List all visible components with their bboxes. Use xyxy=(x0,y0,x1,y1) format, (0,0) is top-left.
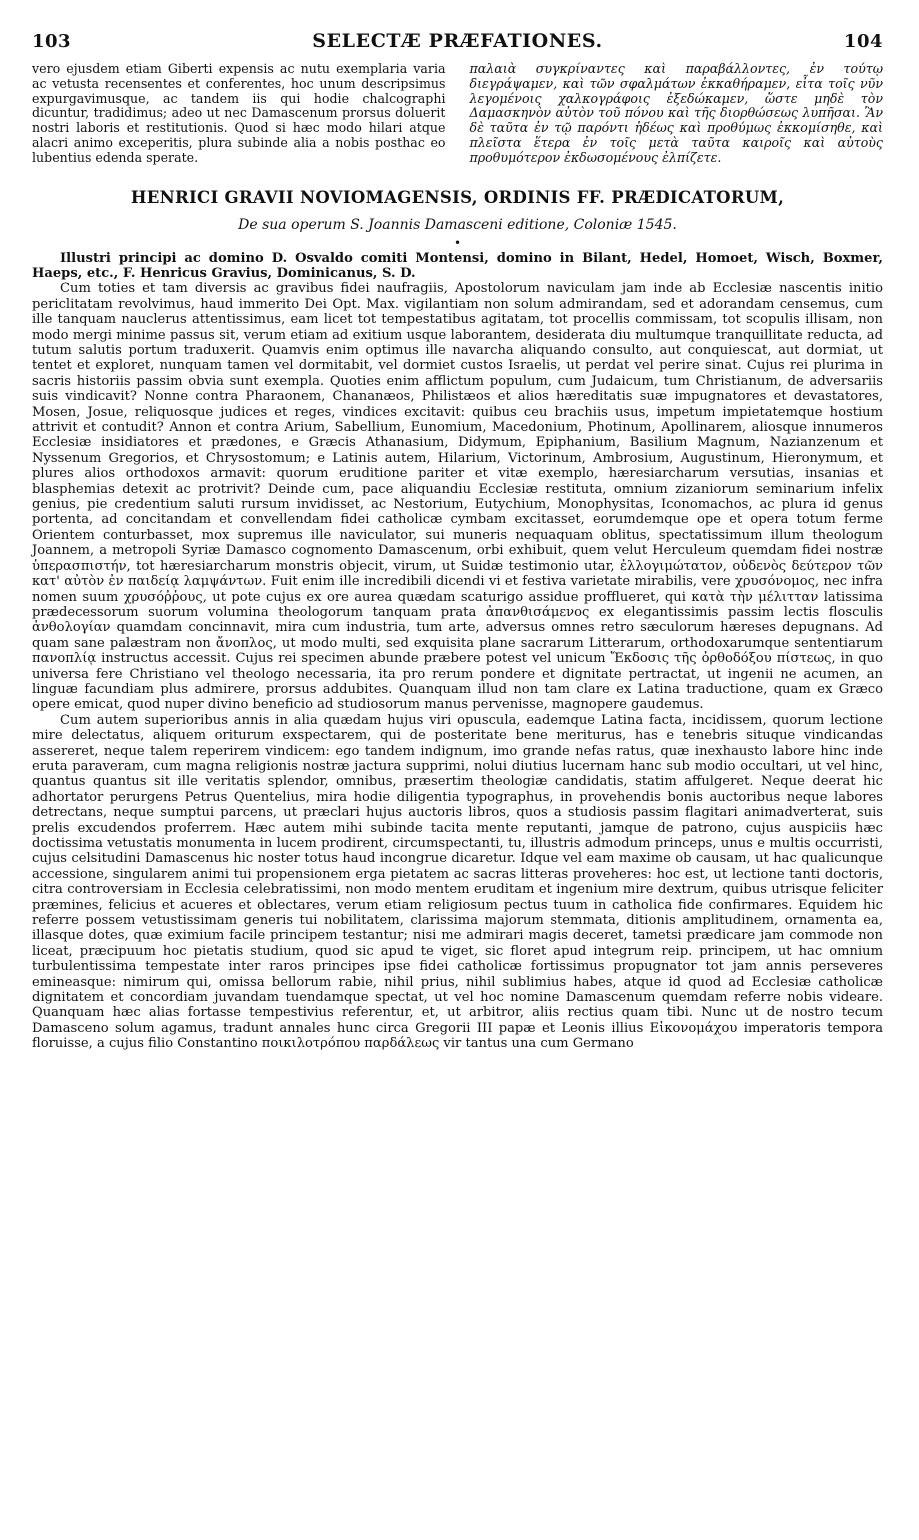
letter-paragraph-1: Cum toties et tam diversis ac gravibus fidei naufragiis, Apostolorum naviculam jam inde ab Ecclesiæ nascentis initio periclitatam revolvimus, haud immerito Dei Opt. Max. vigilantiam non solum admirandam, sed et adorandam censemus, cum ille tanquam nauclerus attentissimus, eam licet tot tempestatibus agitatam, tot procellis commissam, tot scopulis illisam, non modo mergi minime passus sit, verum etiam ad exitium usque laborantem, desiderata diu multumque tranquillitate reducta, ad tutum salutis portum traduxerit. Quamvis enim optimus ille navarcha aliquando consulto, aut conquiescat, aut dormiat, ut tentet et exploret, nunquam tamen vel dormitabit, vel dormiet custos Israelis, ut perdat vel perire sinat. Cujus rei plurima in sacris historiis passim obvia sunt exempla. Quoties enim afflictum populum, cum Judaicum, tum Christianum, de adversariis suis vindicavit? Nonne contra Pharaonem, Chananæos, Philistæos et alios hæreditatis suæ impugnatores et devastatores, Mosen, Josue, reliquosque judices et reges, vindices excitavit: quibus ceu brachiis usus, impetum impietatemque hostium attrivit et contudit? Annon et contra Arium, Sabellium, Eunomium, Macedonium, Photinum, Apollinarem, aliosque innumeros Ecclesiæ insidiatores et prædones, e Græcis Athanasium, Didymum, Epiphanium, Basilium Magnum, Nazianzenum et Nyssenum Gregorios, et Chrysostomum; e Latinis autem, Hilarium, Victorinum, Ambrosium, Augustinum, Hieronymum, et plures alios orthodoxos armavit: quorum eruditione pariter et vitæ exemplo, hæresiarcharum versutias, insanias et blasphemias detexit ac protrivit? Deinde cum, pace aliquandiu Ecclesiæ restituta, omnium zizaniorum seminarium infelix genius, pie credentium saluti rursum invidisset, ac Nestorium, Eutychium, Monophysitas, Iconomachos, ac plura id genus portenta, ad concitandam et convellendam fidei catholicæ cymbam excitasset, eorumdemque ope et opera totum ferme Orientem conturbasset, mox supremus ille naviculator, sui muneris nequaquam oblitus, spectatissimum illum theologum Joannem, a metropoli Syriæ Damasco cognomento Damascenum, orbi exhibuit, quem velut Herculeum quemdam fidei nostræ ὑπερασπιστήν, tot hæresiarcharum monstris objecit, virum, ut Suidæ testimonio utar, ἐλλογιμώτατον, οὐδενὸς δεύτερον τῶν κατ' αὐτὸν ἐν παιδείᾳ λαμψάντων. Fuit enim ille incredibili dicendi vi et festiva varietate mirabilis, vere χρυσόνομος, nec infra nomen suum χρυσόῤῥους, ut pote cujus ex ore aurea quædam scaturigo assidue profflueret, qui κατὰ τὴν μέλιτταν latissima prædecessorum suorum volumina theologorum tanquam prata ἀπανθισάμενος ex elegantissimis passim lectis flosculis ἀνθολογίαν quamdam concinnavit, mira cum industria, tum arte, adversus omnes retro sæculorum hæreses depugnans. Ad quam sane palæstram non ἄνοπλος, ut modo multi, sed exquisita plane sacrarum Litterarum, orthodoxarumque sententiarum πανοπλίᾳ instructus accessit. Cujus rei specimen abunde præbere potest vel unicum Ἔκδοσις τῆς ὀρθοδόξου πίστεως, in quo universa fere Christiano vel theologo necessaria, ita pro rerum pondere et dignitate pertractat, ut ingenii ne acumen, an linguæ facundiam plus admirere, prorsus addubites. Quanquam illud non tam clare ex Latina traductione, quam ex Græco opere emicat, quod nuper divino beneficio ad studiosorum manus pervenisse, magnopere gaudemus. xyxy=(32,281,883,713)
right-page-number: 104 xyxy=(843,31,883,52)
letter-paragraph-2: Cum autem superioribus annis in alia quædam hujus viri opuscula, eademque Latina facta, incidissem, quorum lectione mire delectatus, aliquem oriturum exspectarem, qui de posteritate bene meriturus, has e tenebris situque vindicandas assereret, neque talem reperirem vindicem: ego tandem indignum, imo grande nefas ratus, quæ inexhausto labore hinc inde eruta paraveram, cum magna religionis nostræ jactura supprimi, nolui diutius lucernam hanc sub modio occultari, ut vel hinc, quantus quantus sit ille veritatis splendor, omnibus, præsertim theologiæ candidatis, statim affulgeret. Neque deerat hic adhortator perurgens Petrus Quentelius, mira hodie diligentia typographus, in provehendis bonis auctoribus neque labores detrectans, neque sumptui parcens, ut præclari hujus auctoris libros, quos a studiosis passim flagitari animadverterat, suis prelis excudendos proferrem. Hæc autem mihi subinde tacita mente reputanti, jamque de patrono, cujus auspiciis hæc doctissima vetustatis monumenta in lucem prodirent, circumspectanti, tu, illustris admodum princeps, unus e multis occurristi, cujus celsitudini Damascenus hic noster totus haud incongrue dicaretur. Idque vel eam maxime ob causam, ut hac qualicunque accessione, singularem animi tui propensionem erga pietatem ac sacras litteras proveheres: hoc est, ut lectione tanti doctoris, citra controversiam in Ecclesia celebratissimi, non modo mentem eruditam et ingenium mire dextrum, quibus utrisque feliciter præmines, felicius et acueres et oblectares, verum etiam religiosum pectus tuum in catholica fide confirmares. Equidem hic referre possem vetustissimam generis tui nobilitatem, clarissima majorum stemmata, ditionis amplitudinem, ornamenta ea, illasque dotes, quæ eximium facile principem testantur; nisi me admirari magis deceret, tametsi prædicare jam commode non liceat, præcipuum hoc pietatis studium, quod sic apud te viget, sic floret apud integrum reip. principem, ut hac omnium turbulentissima tempestate inter raros principes ipse fidei catholicæ fortissimus propugnator tot jam annis perseveres emineasque: nimirum qui, omissa bellorum rabie, nihil prius, nihil sublimius habes, atque id quod ad Ecclesiæ catholicæ dignitatem et concordiam juvandam tuendamque spectat, ut vel hoc nomine Damascenum quemdam referre nobis videare. Quanquam hæc alias fortasse tempestivius referentur, et, ut arbitror, aliis rectius quam tibi. Nunc ut de nostro tecum Damasceno solum agamus, tradunt annales hunc circa Gregorii III papæ et Leonis illius Εἰκονομάχου imperatoris tempora floruisse, a cujus filio Constantino ποικιλοτρόπου παρδάλεως vir tantus una cum Germano xyxy=(32,712,883,1052)
previous-text-columns xyxy=(32,62,883,166)
greek-column: παλαιὰ συγκρίναντες καὶ παραβάλλοντες, ἐν τούτῳ διεγράψαμεν, καὶ τῶν σφαλμάτων ἐκκαθήραμεν, εἶτα τοῖς νῦν λεγομένοις χαλκογράφοις ἐξεδώκαμεν, ὥστε μηδὲ τὸν Δαμασκηνὸν αὐτὸν τοῦ πόνου καὶ τῆς διορθώσεως λυπῆσαι. Ἂν δὲ ταῦτα ἐν τῷ παρόντι ἡδέως καὶ προθύμως ἐκκομίσηθε, καὶ πλεῖστα ἕτερα ἐν τοῖς μετὰ ταῦτα καιροῖς καὶ αὐτοὺς προθυμότερον ἐκδωσομένους ἐλπίζετε. xyxy=(469,61,883,165)
section-heading: HENRICI GRAVII NOVIOMAGENSIS, ORDINIS FF. PRÆDICATORUM, xyxy=(130,187,785,207)
left-page-number: 103 xyxy=(32,31,72,52)
ornament-mark: • xyxy=(453,235,462,250)
dedicatory-letter xyxy=(32,251,883,1052)
section-subheading: De sua operum S. Joannis Damasceni editione, Coloniæ 1545. xyxy=(238,216,677,233)
running-head xyxy=(32,30,883,52)
running-title: SELECTÆ PRÆFATIONES. xyxy=(312,30,603,52)
latin-column: vero ejusdem etiam Giberti expensis ac nutu exemplaria varia ac vetusta recensentes et conferentes, hoc unum descripsimus expurgavimusque, ac tandem iis qui hodie chalcographi dicuntur, tradidimus; adeo ut nec Damascenum prorsus doluerit nostri laboris et restitutionis. Quod si hæc modo hilari atque alacri animo exceperitis, plura subinde alia a nobis posthac eo lubentius edenda sperate. xyxy=(32,61,446,165)
letter-salutation: Illustri principi ac domino D. Osvaldo comiti Montensi, domino in Bilant, Hedel, Homoet, Wisch, Boxmer, Haeps, etc., F. Henricus Gravius, Dominicanus, S. D. xyxy=(32,250,883,281)
